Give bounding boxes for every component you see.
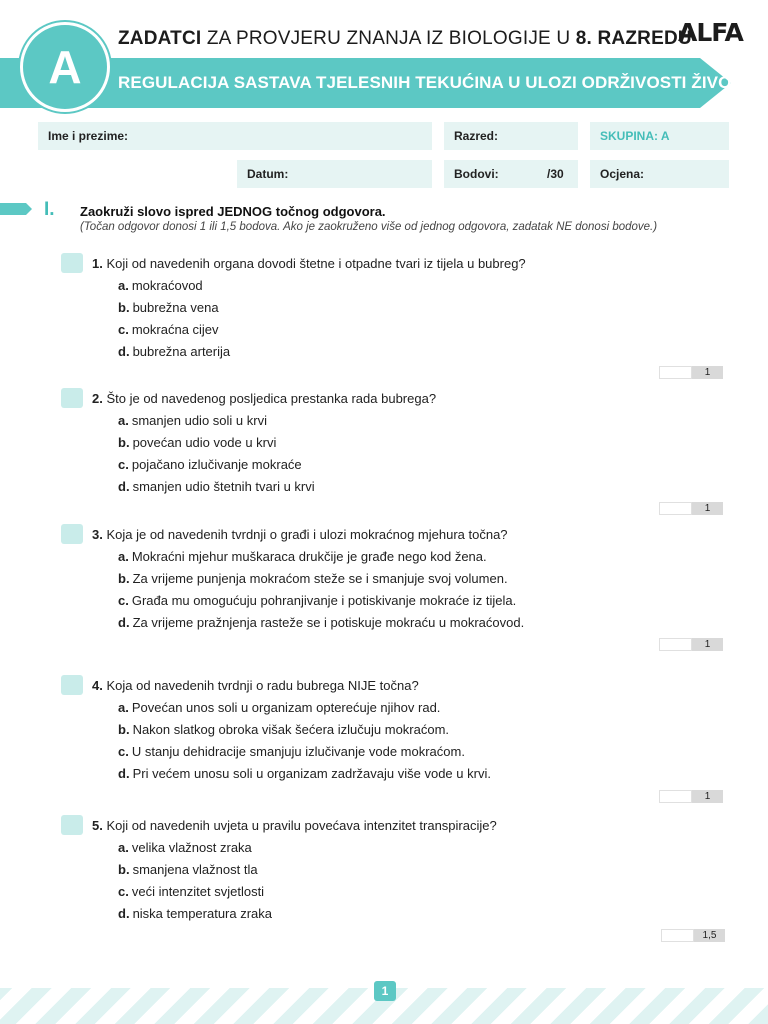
points-earned-field[interactable] (659, 790, 692, 803)
date-label: Datum: (247, 167, 289, 181)
option-letter: d. (118, 766, 130, 781)
option-letter: d. (118, 906, 130, 921)
question-text (92, 527, 508, 542)
answer-option[interactable] (118, 344, 230, 359)
points-value: 1 (692, 502, 723, 515)
option-text: povećan udio vode u krvi (132, 435, 277, 450)
option-letter: c. (118, 322, 129, 337)
option-letter: a. (118, 700, 129, 715)
option-text: smanjena vlažnost tla (132, 862, 258, 877)
option-text: Građa mu omogućuju pohranjivanje i potiskivanje mokraće iz tijela. (131, 593, 517, 608)
question-text (92, 391, 436, 406)
option-letter: b. (118, 300, 130, 315)
answer-option[interactable] (118, 700, 440, 715)
section-number: I. (44, 199, 55, 220)
answer-option[interactable] (118, 413, 267, 428)
name-label: Ime i prezime: (48, 129, 129, 143)
question-text (92, 256, 526, 271)
option-letter: b. (118, 862, 130, 877)
answer-option[interactable] (118, 457, 302, 472)
answer-option[interactable] (118, 435, 276, 450)
points-box (659, 502, 723, 515)
option-text: Nakon slatkog obroka višak šećera izlučuju mokraćom. (132, 722, 450, 737)
question-prompt: Koji od navedenih uvjeta u pravilu povećava intenzitet transpiracije? (106, 818, 497, 833)
option-letter: b. (118, 435, 130, 450)
answer-checkbox[interactable] (61, 815, 83, 835)
page-title (118, 28, 692, 50)
option-letter: a. (118, 549, 129, 564)
points-field[interactable] (444, 160, 578, 188)
answer-option[interactable] (118, 571, 508, 586)
question-text (92, 678, 419, 693)
answer-option[interactable] (118, 840, 252, 855)
question-prompt: Koja od navedenih tvrdnji o radu bubrega NIJE točna? (106, 678, 419, 693)
points-value: 1 (692, 790, 723, 803)
section-instruction: Zaokruži slovo ispred JEDNOG točnog odgovora. (80, 204, 386, 219)
answer-option[interactable] (118, 593, 516, 608)
alfa-logo: ALFA (678, 18, 743, 47)
option-text: pojačano izlučivanje mokraće (131, 457, 302, 472)
option-text: bubrežna vena (132, 300, 219, 315)
group-label: SKUPINA: A (600, 129, 670, 143)
points-total: /30 (547, 167, 564, 181)
option-text: U stanju dehidracije smanjuju izlučivanje vode mokraćom. (131, 744, 465, 759)
answer-checkbox[interactable] (61, 675, 83, 695)
grade-label: Ocjena: (600, 167, 645, 181)
title-bold-grade: 8. RAZREDU (575, 28, 692, 49)
points-earned-field[interactable] (661, 929, 694, 942)
option-letter: c. (118, 457, 129, 472)
answer-option[interactable] (118, 766, 491, 781)
answer-checkbox[interactable] (61, 524, 83, 544)
title-bold-zadatci: ZADATCI (118, 28, 202, 49)
points-earned-field[interactable] (659, 502, 692, 515)
question-number: 1. (92, 256, 103, 271)
option-text: bubrežna arterija (132, 344, 231, 359)
page-number: 1 (374, 981, 396, 1001)
option-letter: d. (118, 615, 130, 630)
option-text: veći intenzitet svjetlosti (131, 884, 265, 899)
name-field[interactable] (38, 122, 432, 150)
question-number: 5. (92, 818, 103, 833)
title-middle: ZA PROVJERU ZNANJA IZ BIOLOGIJE U (201, 28, 576, 49)
class-field[interactable] (444, 122, 578, 150)
answer-option[interactable] (118, 722, 449, 737)
question-prompt: Koja je od navedenih tvrdnji o građi i ulozi mokraćnog mjehura točna? (106, 527, 508, 542)
option-text: smanjen udio štetnih tvari u krvi (132, 479, 315, 494)
answer-option[interactable] (118, 549, 487, 564)
answer-option[interactable] (118, 300, 219, 315)
question-number: 3. (92, 527, 103, 542)
answer-option[interactable] (118, 479, 315, 494)
option-text: smanjen udio soli u krvi (131, 413, 267, 428)
group-field (590, 122, 729, 150)
points-box (659, 638, 723, 651)
option-text: niska temperatura zraka (132, 906, 273, 921)
points-value: 1 (692, 366, 723, 379)
option-letter: c. (118, 593, 129, 608)
grade-field[interactable] (590, 160, 729, 188)
answer-option[interactable] (118, 278, 203, 293)
class-label: Razred: (454, 129, 499, 143)
option-text: Za vrijeme punjenja mokraćom steže se i smanjuje svoj volumen. (132, 571, 508, 586)
section-note: (Točan odgovor donosi 1 ili 1,5 bodova. Ako je zaokruženo više od jednog odgovora, zadatak NE donosi bodove.) (80, 221, 658, 233)
question-number: 2. (92, 391, 103, 406)
option-text: Za vrijeme pražnjenja rasteže se i potiskuje mokraću u mokraćovod. (132, 615, 525, 630)
option-letter: c. (118, 884, 129, 899)
option-text: Mokraćni mjehur muškaraca drukčije je građe nego kod žena. (131, 549, 487, 564)
section-marker (0, 203, 32, 215)
group-badge: A (20, 22, 110, 112)
points-label: Bodovi: (454, 167, 499, 181)
answer-checkbox[interactable] (61, 388, 83, 408)
answer-option[interactable] (118, 615, 524, 630)
date-field[interactable] (237, 160, 432, 188)
points-box (659, 366, 723, 379)
option-letter: a. (118, 278, 129, 293)
answer-option[interactable] (118, 884, 264, 899)
question-prompt: Koji od navedenih organa dovodi štetne i otpadne tvari iz tijela u bubreg? (106, 256, 526, 271)
points-earned-field[interactable] (659, 366, 692, 379)
option-text: velika vlažnost zraka (131, 840, 252, 855)
question-text (92, 818, 497, 833)
option-text: mokraćovod (131, 278, 203, 293)
points-earned-field[interactable] (659, 638, 692, 651)
answer-option[interactable] (118, 862, 258, 877)
answer-option[interactable] (118, 744, 465, 759)
option-letter: d. (118, 479, 130, 494)
answer-option[interactable] (118, 322, 219, 337)
points-box (661, 929, 725, 942)
option-letter: b. (118, 722, 130, 737)
option-letter: b. (118, 571, 130, 586)
option-letter: d. (118, 344, 130, 359)
option-letter: a. (118, 413, 129, 428)
topic-title: REGULACIJA SASTAVA TJELESNIH TEKUĆINA U ULOZI ODRŽIVOSTI ŽIVOTA (118, 73, 754, 92)
option-text: Povećan unos soli u organizam opterećuje njihov rad. (131, 700, 441, 715)
option-text: mokraćna cijev (131, 322, 219, 337)
option-text: Pri većem unosu soli u organizam zadržavaju više vode u krvi. (132, 766, 491, 781)
option-letter: c. (118, 744, 129, 759)
option-letter: a. (118, 840, 129, 855)
points-box (659, 790, 723, 803)
answer-checkbox[interactable] (61, 253, 83, 273)
question-number: 4. (92, 678, 103, 693)
points-value: 1 (692, 638, 723, 651)
question-prompt: Što je od navedenog posljedica prestanka rada bubrega? (106, 391, 437, 406)
answer-option[interactable] (118, 906, 272, 921)
points-value: 1,5 (694, 929, 725, 942)
